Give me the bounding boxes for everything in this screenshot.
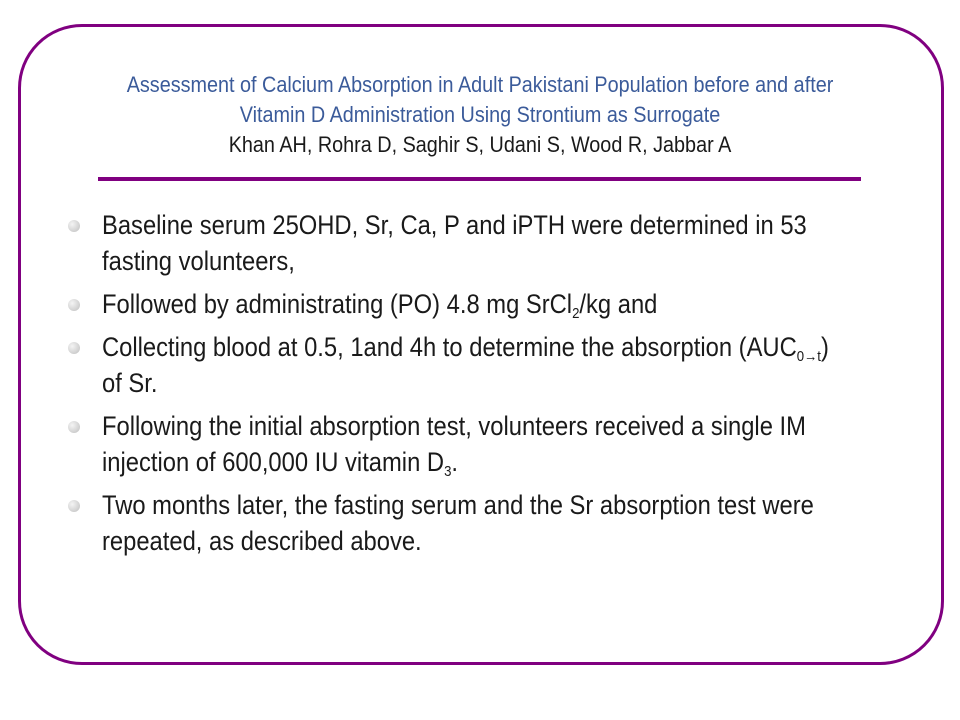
bullet-item — [62, 286, 902, 322]
bullet-1-line-1: Baseline serum 25OHD, Sr, Ca, P and iPTH were determined in 53 — [102, 210, 807, 240]
bullet-4-text-end: . — [451, 447, 459, 477]
bullet-4-text: injection of 600,000 IU vitamin D — [102, 447, 445, 477]
slide-title — [102, 70, 858, 160]
bullet-text — [102, 286, 903, 322]
bullet-item — [62, 408, 902, 480]
bullet-text — [102, 207, 903, 279]
bullet-item — [62, 487, 902, 559]
bullet-text — [102, 487, 903, 559]
bullet-4-line-1: Following the initial absorption test, volunteers received a single IM — [102, 411, 806, 441]
authors-line: Khan AH, Rohra D, Saghir S, Udani S, Wood R, Jabbar A — [228, 132, 732, 157]
bullet-4-subscript: 3 — [444, 463, 452, 480]
bullet-text — [102, 329, 903, 401]
bullet-2-subscript: 2 — [572, 305, 580, 322]
bullet-dot-icon — [68, 342, 80, 354]
title-divider — [98, 177, 861, 181]
bullet-3-text: Collecting blood at 0.5, 1and 4h to determine the absorption (AUC — [102, 332, 797, 362]
bullet-1-line-2: fasting volunteers, — [102, 246, 295, 276]
bullet-2-text: Followed by administrating (PO) 4.8 mg SrCl — [102, 289, 573, 319]
bullet-dot-icon — [68, 299, 80, 311]
bullet-item — [62, 207, 902, 279]
title-line-2: Vitamin D Administration Using Strontium as Surrogate — [239, 102, 721, 127]
bullet-dot-icon — [68, 421, 80, 433]
bullet-2-text-end: /kg and — [579, 289, 658, 319]
bullet-list — [62, 207, 902, 566]
bullet-text — [102, 408, 903, 480]
bullet-dot-icon — [68, 220, 80, 232]
bullet-item — [62, 329, 902, 401]
bullet-5-line-1: Two months later, the fasting serum and the Sr absorption test were — [102, 490, 814, 520]
bullet-3-text-end: ) — [820, 332, 829, 362]
bullet-3-line-2: of Sr. — [102, 368, 158, 398]
title-line-1: Assessment of Calcium Absorption in Adult Pakistani Population before and after — [126, 72, 834, 97]
bullet-dot-icon — [68, 500, 80, 512]
bullet-3-subscript: 0→t — [796, 348, 821, 365]
bullet-5-line-2: repeated, as described above. — [102, 526, 422, 556]
